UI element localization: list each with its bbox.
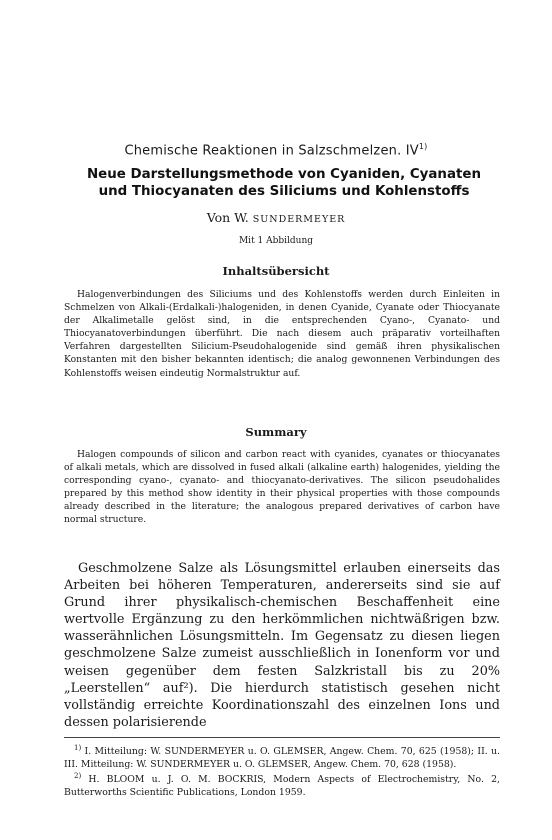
article-title [64,166,504,200]
body-paragraph: Geschmolzene Salze als Lösungsmittel erlauben einerseits das Arbeiten bei höheren Temperaturen, andererseits sind sie auf Grund ihrer physikalisch-chemischen Beschaffenheit eine wertvolle Ergänzung zu den herkömmlichen nichtwäßrigen bzw. wasserähnlichen Lösungsmitteln. Im Gegensatz zu diesen liegen geschmolzene Salze zumeist ausschließlich in Ionenform vor und weisen gegenüber dem festen Salzkristall bis zu 20% „Leerstellen“ auf²). Die hierdurch statistisch gesehen nicht vollständig erreichte Koordinationszahl des einzelnen Ions und dessen polarisierende [64,561,500,730]
summary-heading: Summary [245,425,307,439]
footnote-2 [64,770,500,799]
footnote-rule [64,737,500,738]
figures-note: Mit 1 Abbildung [238,236,314,246]
footnote-1 [64,742,500,771]
article-title-line-2: und Thiocyanaten des Siliciums und Kohlenstoffs [98,184,470,199]
series-footnote-ref: 1) [418,142,428,151]
footnote-1-marker: 1) [74,744,82,752]
footnote-2-text: H. BLOOM u. J. O. M. BOCKRIS, Modern Aspects of Electrochemistry, No. 2, Butterworths Scientific Publications, London 1959. [64,774,500,799]
german-abstract-text: Halogenverbindungen des Siliciums und des Kohlenstoffs werden durch Einleiten in Schmelzen von Alkali-(Erdalkali-)halogeniden, in denen Cyanide, Cyanate oder Thiocyanate der Alkalimetalle gelöst sind, in die entsprechenden Cyano-, Cyanato- und Thiocyanatoverbindungen überführt. Die nach diesem auch präparativ vorteilhaften Verfahren dargestellten Silicium-Pseudohalogenide sind gemäß ihren physikalischen Konstanten mit den bisher bekannten identisch; die analog gewonnenen Verbindungen des Kohlenstoffs weisen eindeutig Normalstruktur auf. [64,289,500,379]
author-line [0,210,552,225]
summary-text: Halogen compounds of silicon and carbon react with cyanides, cyanates or thiocyanates of alkali metals, which are dissolved in fused alkali (alkaline earth) halogenides, yielding the corresponding cyano-, cyanato- and thiocyanato-derivatives. The silicon pseudohalides prepared by this method show identity in their physical properties with those compounds already described in the literature; the analogous prepared derivatives of carbon have normal structure. [64,449,500,526]
footnote-1-text: I. Mitteilung: W. SUNDERMEYER u. O. GLEMSER, Angew. Chem. 70, 625 (1958); II. u. III. Mitteilung: W. SUNDERMEYER u. O. GLEMSER, Angew. Chem. 70, 628 (1958). [64,746,500,771]
author-name: SUNDERMEYER [252,214,346,225]
series-title [0,142,552,158]
footnote-2-marker: 2) [74,772,82,780]
german-abstract-heading: Inhaltsübersicht [222,264,330,278]
series-title-text: Chemische Reaktionen in Salzschmelzen. IV [124,143,419,159]
author-prefix: Von W. [206,210,249,225]
article-title-line-1: Neue Darstellungsmethode von Cyaniden, Cyanaten [86,167,482,182]
